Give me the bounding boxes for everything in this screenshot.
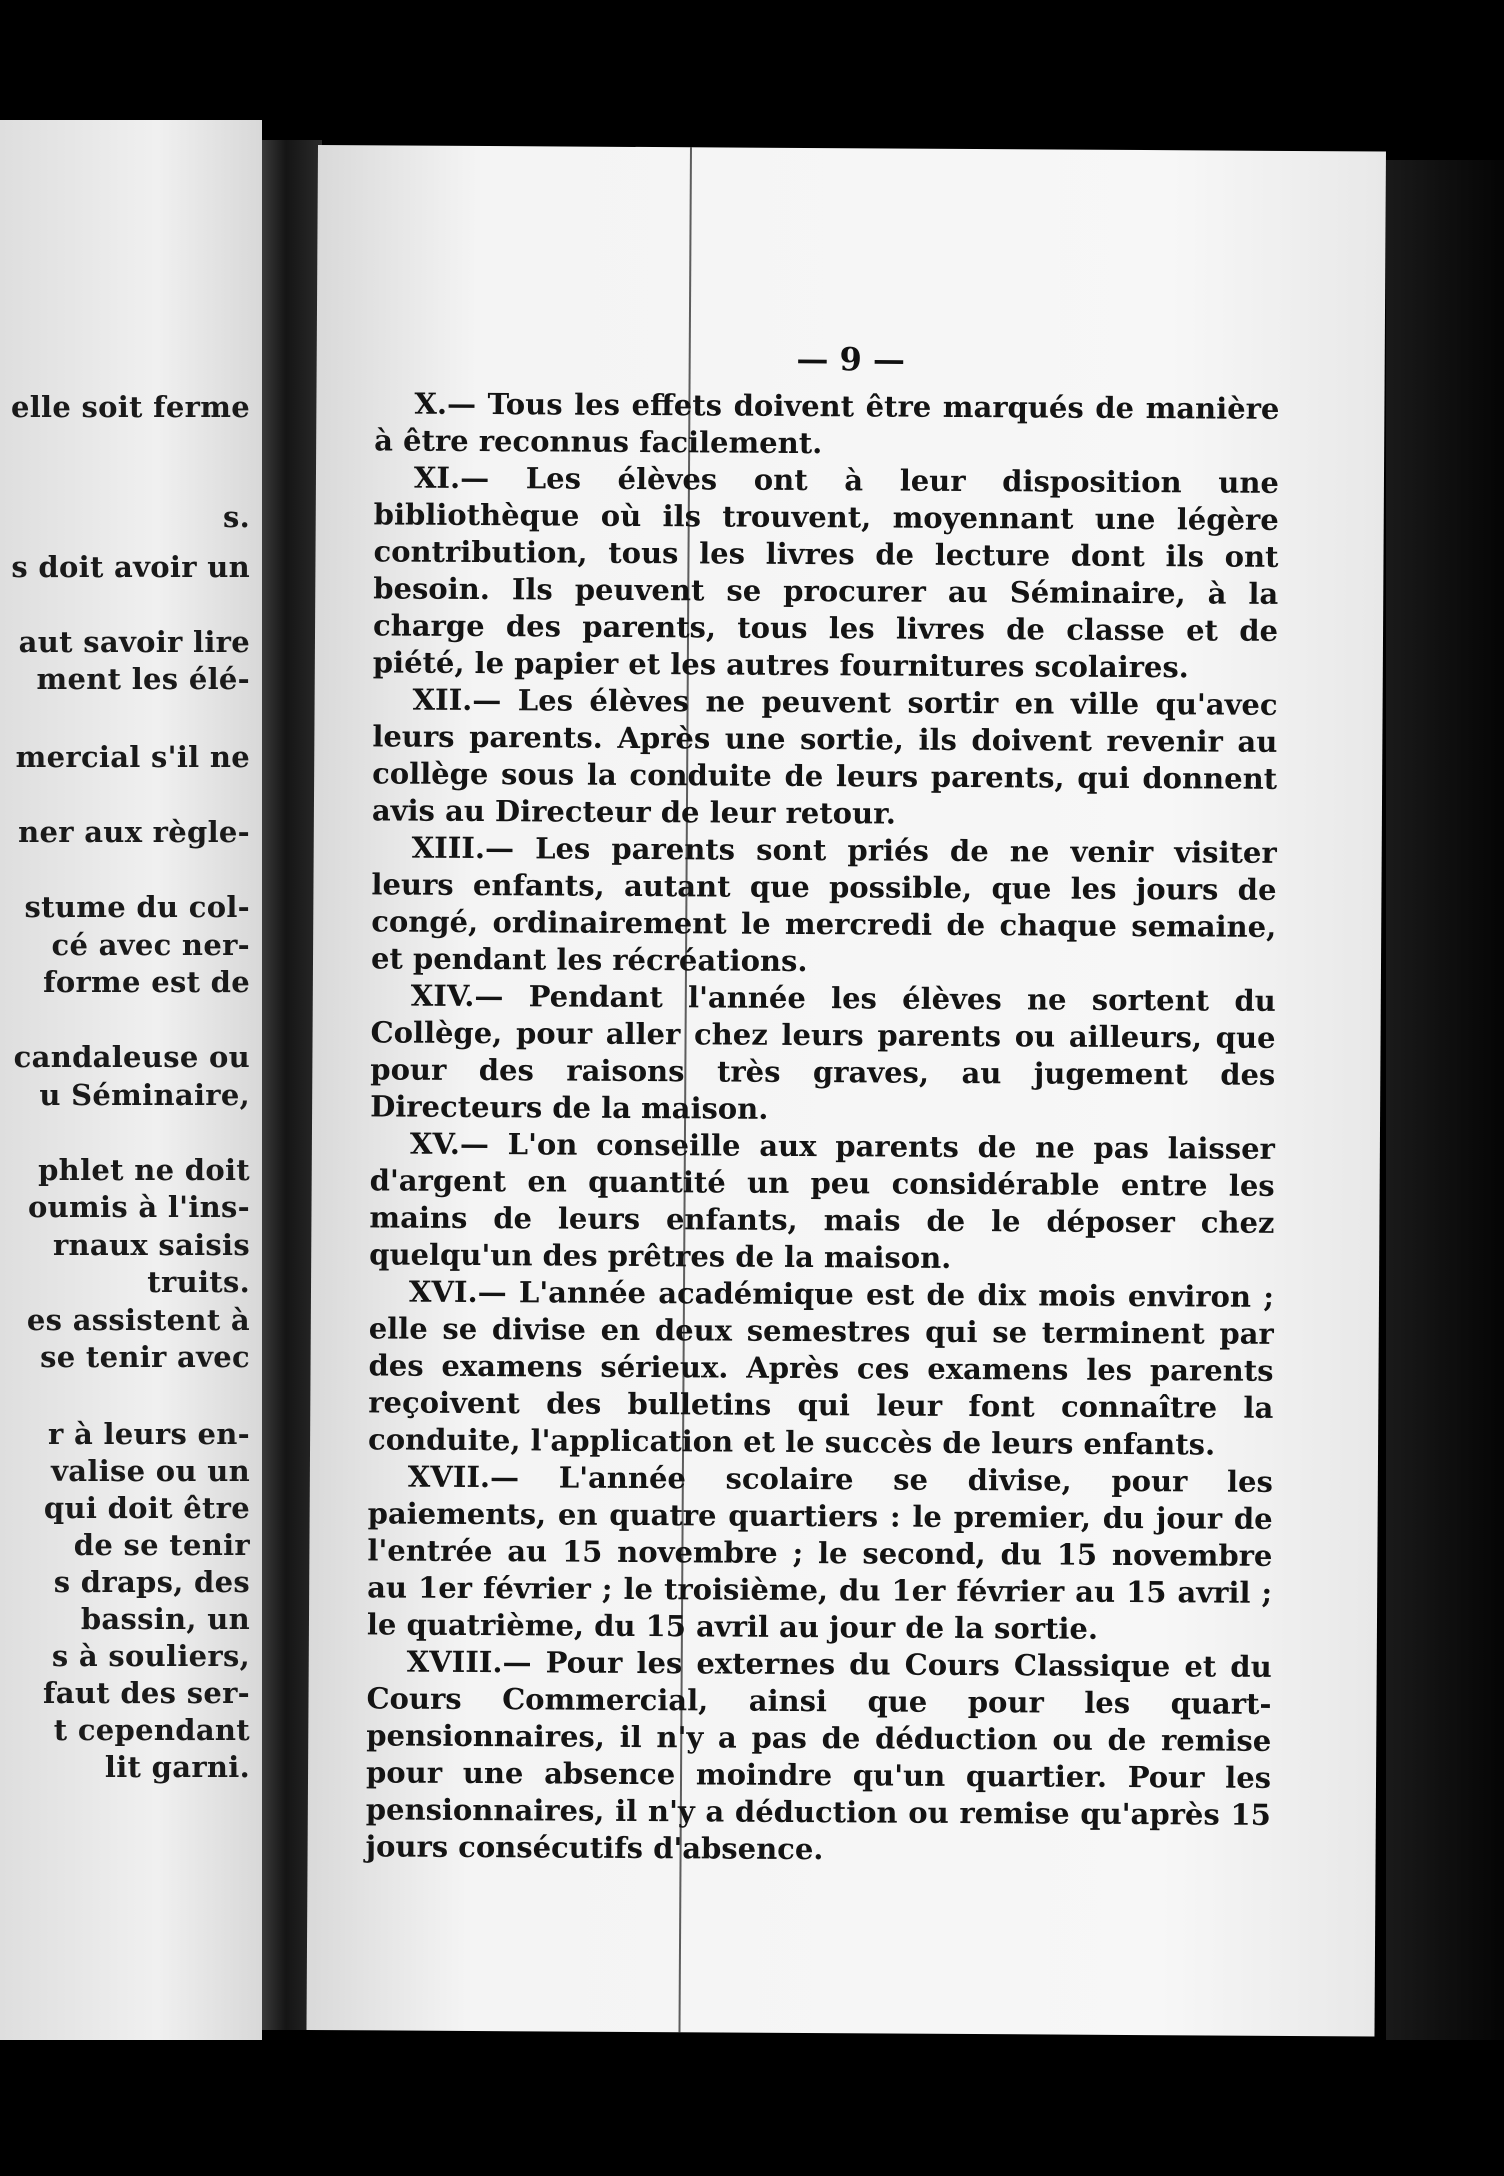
article-xv: XV.— L'on conseille aux parents de ne pas laisser d'argent en quantité un peu considérable entre les mains de leurs enfants, mais de le déposer chez quelqu'un des prêtres de la maison. — [369, 1126, 1275, 1275]
left-text-line: elle soit ferme — [10, 390, 250, 424]
left-text-line: aut savoir lire — [18, 625, 250, 659]
left-text-line: cé avec ner- — [51, 928, 250, 962]
left-text-line: forme est de — [43, 965, 250, 999]
book-edge — [1386, 160, 1504, 2040]
left-text-line: s à souliers, — [51, 1639, 250, 1673]
article-xvi: XVI.— L'année académique est de dix mois environ ; elle se divise en deux semestres qui se terminent par des examens sérieux. Après ces examens les parents reçoivent des bulletins qui leur font connaître la conduite, l'application et le succès de leurs enfants. — [367, 1274, 1275, 1462]
article-xii: XII.— Les élèves ne peuvent sortir en ville qu'avec leurs parents. Après une sortie, ils doivent revenir au collège sous la conduite de leurs parents, qui donnent avis au Directeur de leur retour. — [371, 682, 1278, 831]
left-text-line: ner aux règle- — [18, 815, 250, 849]
page-body — [365, 385, 1279, 1871]
left-text-line: faut des ser- — [43, 1676, 250, 1710]
left-text-line: ment les élé- — [36, 662, 250, 696]
left-text-line: se tenir avec — [40, 1340, 250, 1374]
article-xiv: XIV.— Pendant l'année les élèves ne sortent du Collège, pour aller chez leurs parents ou ailleurs, que pour des raisons très graves, au jugement des Directeurs de la maison. — [370, 978, 1276, 1126]
left-text-line: s draps, des — [53, 1565, 250, 1599]
left-text-line: stume du col- — [24, 890, 250, 924]
left-text-line: lit garni. — [104, 1750, 250, 1784]
left-text-line: de se tenir — [73, 1528, 250, 1562]
article-x: X.— Tous les effets doivent être marqués de manière à être reconnus facilement. — [374, 386, 1280, 461]
left-text-line: rnaux saisis — [52, 1228, 250, 1262]
left-text-line: valise ou un — [51, 1454, 250, 1488]
left-page — [0, 120, 262, 2040]
page-number: — 9 — — [796, 339, 906, 379]
left-text-line: t cependant — [53, 1713, 250, 1747]
article-xiii: XIII.— Les parents sont priés de ne venir visiter leurs enfants, autant que possible, que les jours de congé, ordinairement le mercredi de chaque semaine, et pendant les récréations. — [370, 830, 1277, 979]
article-xviii: XVIII.— Pour les externes du Cours Classique et du Cours Commercial, ainsi que pour les quart-pensionnaires, il n'y a pas de déduction ou de remise pour une absence moindre qu'un quartier. Pour les pensionnaires, il n'y a déduction ou remise qu'après 15 jours consécutifs d'absence. — [365, 1644, 1272, 1867]
left-text-line: truits. — [147, 1265, 250, 1299]
left-text-line: mercial s'il ne — [15, 740, 250, 774]
right-page — [306, 145, 1385, 2036]
article-xi: XI.— Les élèves ont à leur disposition une bibliothèque où ils trouvent, moyennant une légère contribution, tous les livres de lecture dont ils ont besoin. Ils peuvent se procurer au Séminaire, à la charge des parents, tous les livres de classe et de piété, le papier et les autres fournitures scolaires. — [372, 460, 1280, 685]
left-text-line: es assistent à — [26, 1303, 250, 1337]
left-text-line: candaleuse ou — [13, 1040, 250, 1074]
left-text-line: oumis à l'ins- — [28, 1190, 250, 1224]
left-text-line: bassin, un — [80, 1602, 250, 1636]
left-text-line: qui doit être — [43, 1491, 250, 1525]
left-text-line: r à leurs en- — [48, 1417, 250, 1451]
left-text-line: u Séminaire, — [39, 1078, 250, 1112]
article-xvii: XVII.— L'année scolaire se divise, pour les paiements, en quatre quartiers : le premier, du jour de l'entrée au 15 novembre ; le second, du 15 novembre au 1er février ; le troisième, du 1er février au 15 avril ; le quatrième, du 15 avril au jour de la sortie. — [366, 1459, 1273, 1646]
left-text-line: s. — [222, 500, 250, 534]
left-text-line: phlet ne doit — [38, 1153, 250, 1187]
left-text-line: s doit avoir un — [11, 550, 250, 584]
